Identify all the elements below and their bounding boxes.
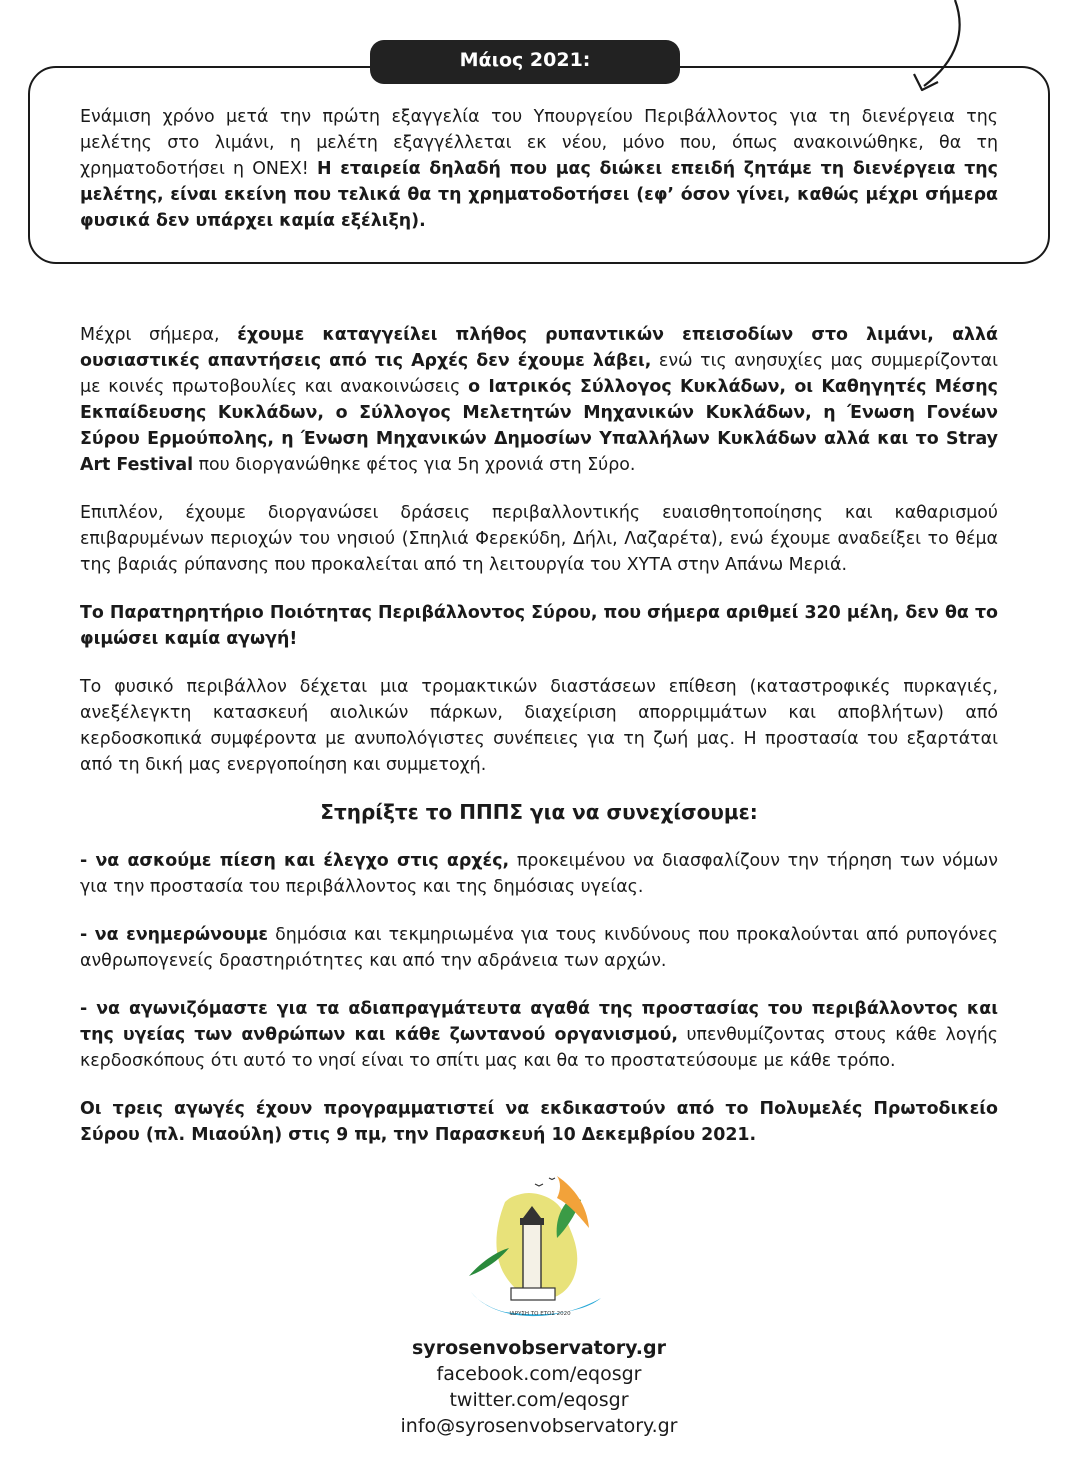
bullet-fight-bold: - να αγωνιζόμαστε για τα αδιαπραγμάτευτα αγαθά της προστασίας του περιβάλλοντος και της υγείας των ανθρώπων και κάθε ζωντανού οργανισμού, [80,999,998,1045]
contact-block [339,1335,739,1439]
p1-text-e: που διοργανώθηκε φέτος για 5η χρονιά στη Σύρο. [198,455,636,475]
p1-text-a: Μέχρι σήμερα, [80,325,220,345]
bullet-pressure-bold: - να ασκούμε πίεση και έλεγχο στις αρχές, [80,851,510,871]
paragraph-environment: Το φυσικό περιβάλλον δέχεται μια τρομακτικών διαστάσεων επίθεση (καταστροφικές πυρκαγιές, ανεξέλεγκτη κατασκευή αιολικών πάρκων, διαχείριση απορριμμάτων και αποβλήτων) από κερδοσκοπικά συμφέροντα με ανυπολόγιστες συνέπειες για τη ζωή μας. Η προστασία του εξαρτάται από τη δική μας ενεργοποίηση και συμμετοχή. [80,677,998,775]
main-content [80,322,998,1168]
bullet-pressure-text: προκειμένου να διασφαλίζουν την τήρηση των νόμων για την προστασία του περιβάλλοντος και της δημόσιας υγείας. [80,851,999,897]
bullet-fight-text: υπενθυμίζοντας στους κάθε λογής κερδοσκόπους ότι αυτό το νησί είναι το σπίτι μας και θα το προστατεύσουμε με κάθε τρόπο. [80,1025,998,1071]
bullet-fight [80,996,998,1074]
callout-bold: Η εταιρεία δηλαδή που μας διώκει επειδή ζητάμε τη διενέργεια της μελέτης, είναι εκείνη που τελικά θα τη χρηματοδοτήσει (εφ’ όσον γίνει, καθώς μέχρι σήμερα φυσικά δεν υπάρχει καμία εξέλιξη). [80,159,998,231]
p1-bold-b: έχουμε καταγγείλει πλήθος ρυπαντικών επεισοδίων στο λιμάνι, αλλά ουσιαστικές απαντήσεις από τις Αρχές δεν έχουμε λάβει, [80,325,998,371]
email-link[interactable]: info@syrosenvobservatory.gr [400,1415,678,1437]
p1-text-c: ενώ τις ανησυχίες μας συμμερίζονται με κοινές πρωτοβουλίες και ανακοινώσεις [80,351,999,397]
website-link[interactable]: syrosenvobservatory.gr [412,1337,666,1359]
bullet-inform [80,922,998,974]
p1-bold-d: ο Ιατρικός Σύλλογος Κυκλάδων, οι Καθηγητές Μέσης Εκπαίδευσης Κυκλάδων, ο Σύλλογος Μελετητών Μηχανικών Κυκλάδων, η Ένωση Γονέων Σύρου Ερμούπολης, η Ένωση Μηχανικών Δημοσίων Υπαλλήλων Κυκλάδων αλλά και το Stray Art Festival [80,377,998,475]
statement-bold: Το Παρατηρητήριο Ποιότητας Περιβάλλοντος Σύρου, που σήμερα αριθμεί 320 μέλη, δεν θα το φιμώσει καμία αγωγή! [80,603,998,649]
twitter-link[interactable]: twitter.com/eqosgr [449,1389,629,1411]
callout-regular: Ενάμιση χρόνο μετά την πρώτη εξαγγελία του Υπουργείου Περιβάλλοντος για τη διενέργεια της μελέτης στο λιμάνι, η μελέτη εξαγγέλλεται εκ νέου, μόνο που, όπως ανακοινώθηκε, θα τη χρηματοδοτήσει η ΟΝΕΧ! [80,107,998,179]
bullet-inform-bold: - να ενημερώνουμε [80,925,269,945]
paragraph-actions: Επιπλέον, έχουμε διοργανώσει δράσεις περιβαλλοντικής ευαισθητοποίησης και καθαρισμού επιβαρυμένων περιοχών του νησιού (Σπηλιά Φερεκύδη, Δήλι, Λαζαρέτα), ενώ έχουμε αναδείξει το θέμα της βαριάς ρύπανσης που προκαλείται από τη λειτουργία του ΧΥΤΑ στην Απάνω Μεριά. [80,503,998,575]
support-heading: Στηρίξτε το ΠΠΠΣ για να συνεχίσουμε: [320,800,758,824]
logo-text: ΙΔΡΥΣΗ ΤΟ ΕΤΟΣ 2020 [509,1311,571,1317]
callout-text [80,104,998,234]
facebook-link[interactable]: facebook.com/eqosgr [436,1363,642,1385]
paragraph-complaints [80,322,998,478]
closing-paragraph [80,1096,998,1148]
date-label: Μάιος 2021: [370,40,680,84]
bullet-pressure [80,848,998,900]
closing-bold: Οι τρεις αγωγές έχουν προγραμματιστεί να εκδικαστούν από το Πολυμελές Πρωτοδικείο Σύρου (πλ. Μιαούλη) στις 9 πμ, την Παρασκευή 10 Δεκεμβρίου 2021. [80,1099,998,1145]
paragraph-statement [80,600,998,652]
lighthouse-logo-icon [465,1172,615,1322]
bullet-inform-text: δημόσια και τεκμηριωμένα για τους κινδύνους που προκαλούνται από ρυπογόνες ανθρωπογενείς δραστηριότητες και από την αδράνεια των αρχών. [80,925,998,971]
